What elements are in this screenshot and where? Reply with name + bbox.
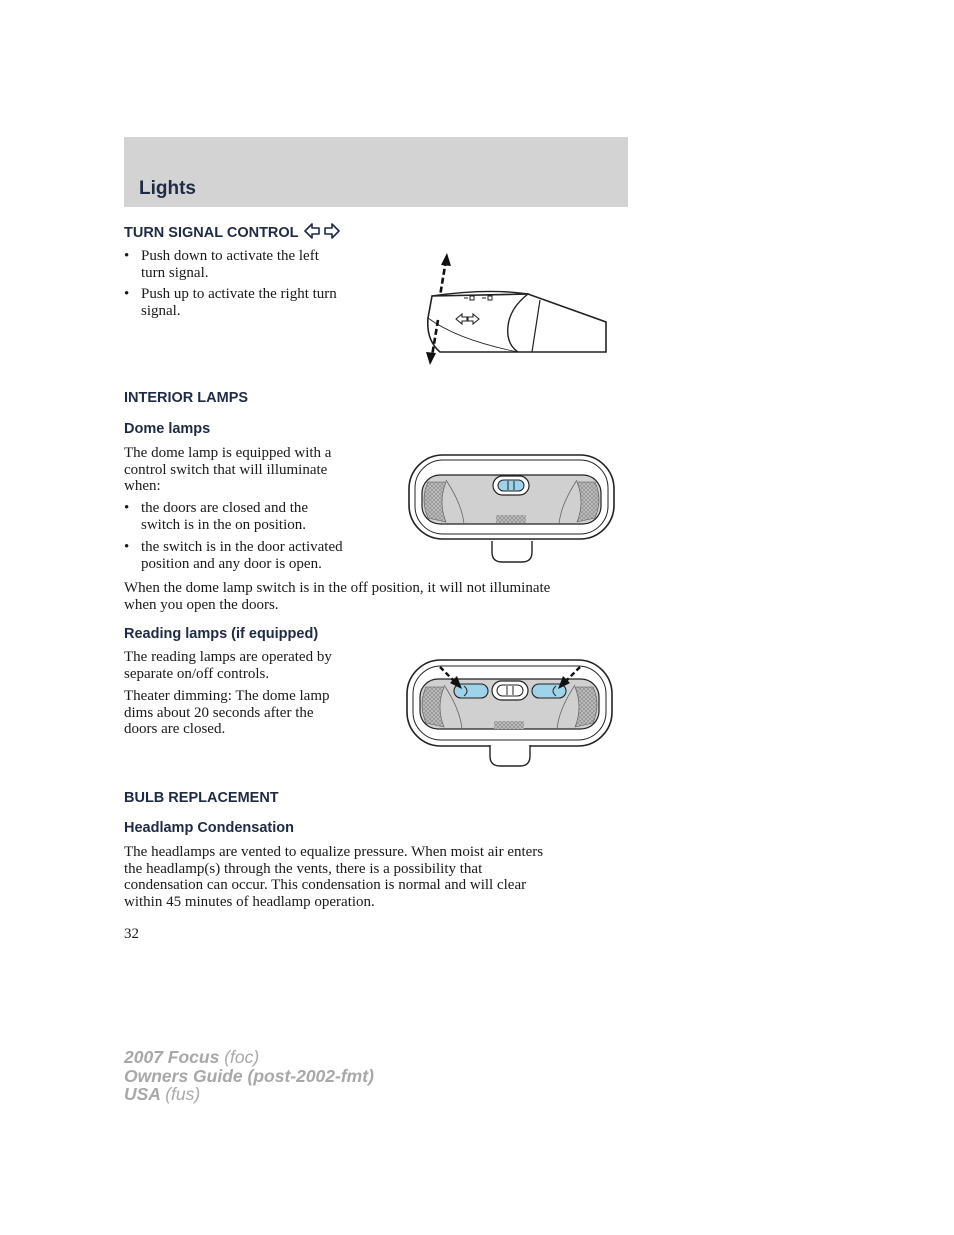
- footer: [124, 1048, 374, 1104]
- turn-signal-heading-text: TURN SIGNAL CONTROL: [124, 225, 299, 241]
- section-header-bar: [124, 137, 628, 207]
- headlamp-condensation-text: The headlamps are vented to equalize pressure. When moist air enters the headlamp(s) through the vents, there is a possibility that condensation can occur. This condensation is normal and will clear within 45 minutes of headlamp operation.: [124, 844, 544, 910]
- reading-lamps-para2: Theater dimming: The dome lamp dims about 20 seconds after the doors are closed.: [124, 688, 330, 737]
- dome-lamps-heading: Dome lamps: [124, 421, 211, 437]
- footer-guide: Owners Guide (post-2002-fmt): [124, 1065, 374, 1086]
- turn-signal-heading: [124, 222, 340, 241]
- page-number: 32: [124, 926, 139, 942]
- dome-lamp-note: When the dome lamp switch is in the off position, it will not illuminate when you open the doors.: [124, 580, 551, 613]
- page-title: Lights: [139, 178, 196, 199]
- bulb-replacement-heading: BULB REPLACEMENT: [124, 790, 279, 806]
- footer-market-code: (fus): [165, 1084, 201, 1104]
- dome-lamps-intro: The dome lamp is equipped with a control switch that will illuminate when:: [124, 445, 332, 494]
- reading-lamps-para1: The reading lamps are operated by separate on/off controls.: [124, 649, 332, 682]
- footer-model-code: (foc): [224, 1047, 260, 1067]
- interior-lamps-heading: INTERIOR LAMPS: [124, 390, 249, 406]
- reading-lamps-heading: Reading lamps (if equipped): [124, 626, 319, 642]
- footer-model: 2007 Focus: [124, 1047, 220, 1067]
- headlamp-condensation-heading: Headlamp Condensation: [124, 820, 294, 836]
- turn-signal-stalk-illustration: [418, 248, 613, 370]
- left-right-arrow-icon: [304, 222, 340, 240]
- reading-lamp-illustration: [404, 657, 616, 769]
- dome-lamp-illustration: [406, 452, 618, 566]
- footer-market: USA: [124, 1084, 161, 1104]
